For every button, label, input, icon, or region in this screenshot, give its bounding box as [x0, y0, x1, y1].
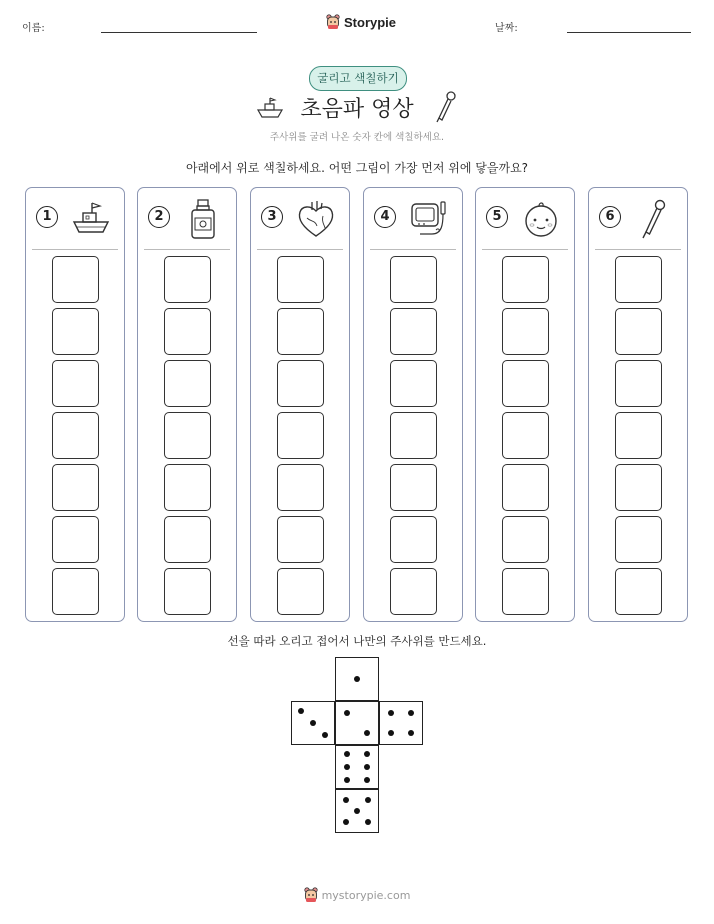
column-4 — [363, 187, 463, 622]
column-5 — [475, 187, 575, 622]
color-cell[interactable] — [277, 360, 324, 407]
column-divider — [595, 249, 681, 250]
color-cell[interactable] — [615, 256, 662, 303]
column-divider — [482, 249, 568, 250]
color-cell[interactable] — [277, 516, 324, 563]
pie-mascot-icon — [326, 14, 340, 30]
boat-icon — [70, 198, 112, 240]
color-cell[interactable] — [164, 360, 211, 407]
brand-name: Storypie — [344, 14, 397, 30]
color-cell[interactable] — [390, 568, 437, 615]
color-cell[interactable] — [390, 516, 437, 563]
column-number: 5 — [486, 206, 508, 228]
column-number: 2 — [148, 206, 170, 228]
color-cell[interactable] — [164, 308, 211, 355]
dice-pip — [344, 764, 350, 770]
dice-pip — [354, 676, 360, 682]
dice-pip — [344, 710, 350, 716]
column-divider — [144, 249, 230, 250]
color-cell[interactable] — [52, 308, 99, 355]
dice-pip — [364, 777, 370, 783]
color-cell[interactable] — [615, 516, 662, 563]
subtitle: 주사위를 굴려 나온 숫자 칸에 색칠하세요. — [269, 132, 445, 143]
gel-bottle-icon — [182, 198, 224, 240]
color-cell[interactable] — [52, 360, 99, 407]
dice-pip — [344, 751, 350, 757]
name-line — [101, 32, 257, 33]
dice-pip — [354, 808, 360, 814]
name-label: 이름: — [22, 23, 45, 34]
column-2 — [137, 187, 237, 622]
dice-pip — [364, 751, 370, 757]
color-cell[interactable] — [615, 412, 662, 459]
color-cell[interactable] — [52, 464, 99, 511]
color-cell[interactable] — [390, 308, 437, 355]
footer — [0, 887, 714, 903]
color-cell[interactable] — [52, 256, 99, 303]
dice-pip — [408, 730, 414, 736]
baby-face-icon — [520, 198, 562, 240]
dice-face-5 — [335, 789, 379, 833]
color-cell[interactable] — [615, 568, 662, 615]
color-cell[interactable] — [502, 568, 549, 615]
heart-icon — [295, 198, 337, 240]
color-cell[interactable] — [277, 412, 324, 459]
color-cell[interactable] — [277, 568, 324, 615]
color-cell[interactable] — [277, 308, 324, 355]
column-divider — [370, 249, 456, 250]
dice-face-6 — [335, 745, 379, 789]
dice-pip — [364, 764, 370, 770]
ultrasound-probe-icon — [633, 198, 675, 240]
color-cell[interactable] — [164, 412, 211, 459]
column-number: 3 — [261, 206, 283, 228]
activity-badge: 굴리고 색칠하기 — [309, 66, 407, 91]
cut-instruction: 선을 따라 오리고 접어서 나만의 주사위를 만드세요. — [227, 634, 487, 648]
color-cell[interactable] — [615, 360, 662, 407]
dice-pip — [298, 708, 304, 714]
date-label: 날짜: — [495, 23, 518, 34]
color-cell[interactable] — [52, 568, 99, 615]
color-cell[interactable] — [390, 464, 437, 511]
color-cell[interactable] — [164, 516, 211, 563]
dice-face-2 — [335, 701, 379, 745]
ultrasound-machine-icon — [408, 198, 450, 240]
page-title: 초음파 영상 — [300, 97, 414, 122]
column-3 — [250, 187, 350, 622]
pie-mascot-icon — [304, 887, 318, 903]
color-cell[interactable] — [164, 256, 211, 303]
dice-pip — [388, 710, 394, 716]
color-cell[interactable] — [390, 360, 437, 407]
color-cell[interactable] — [390, 412, 437, 459]
color-cell[interactable] — [502, 360, 549, 407]
dice-pip — [344, 777, 350, 783]
dice-pip — [365, 797, 371, 803]
dice-face-4 — [379, 701, 423, 745]
dice-face-1 — [335, 657, 379, 701]
dice-pip — [310, 720, 316, 726]
color-cell[interactable] — [277, 256, 324, 303]
dice-pip — [388, 730, 394, 736]
color-cell[interactable] — [52, 516, 99, 563]
color-cell[interactable] — [277, 464, 324, 511]
date-line — [567, 32, 691, 33]
dice-pip — [343, 797, 349, 803]
dice-pip — [364, 730, 370, 736]
ultrasound-probe-icon — [432, 90, 458, 124]
column-divider — [257, 249, 343, 250]
dice-pip — [343, 819, 349, 825]
dice-pip — [408, 710, 414, 716]
color-cell[interactable] — [615, 464, 662, 511]
footer-url: mystorypie.com — [321, 888, 411, 902]
dice-pip — [365, 819, 371, 825]
column-1 — [25, 187, 125, 622]
color-cell[interactable] — [502, 464, 549, 511]
color-cell[interactable] — [52, 412, 99, 459]
column-number: 4 — [374, 206, 396, 228]
column-number: 6 — [599, 206, 621, 228]
color-cell[interactable] — [502, 308, 549, 355]
column-number: 1 — [36, 206, 58, 228]
dice-pip — [322, 732, 328, 738]
color-cell[interactable] — [615, 308, 662, 355]
color-cell[interactable] — [164, 464, 211, 511]
color-cell[interactable] — [502, 256, 549, 303]
color-cell[interactable] — [502, 516, 549, 563]
brand-logo — [326, 14, 396, 30]
color-cell[interactable] — [390, 256, 437, 303]
dice-face-3 — [291, 701, 335, 745]
column-6 — [588, 187, 688, 622]
instruction: 아래에서 위로 색칠하세요. 어떤 그림이 가장 먼저 위에 닿을까요? — [185, 161, 529, 175]
color-cell[interactable] — [502, 412, 549, 459]
color-cell[interactable] — [164, 568, 211, 615]
column-divider — [32, 249, 118, 250]
